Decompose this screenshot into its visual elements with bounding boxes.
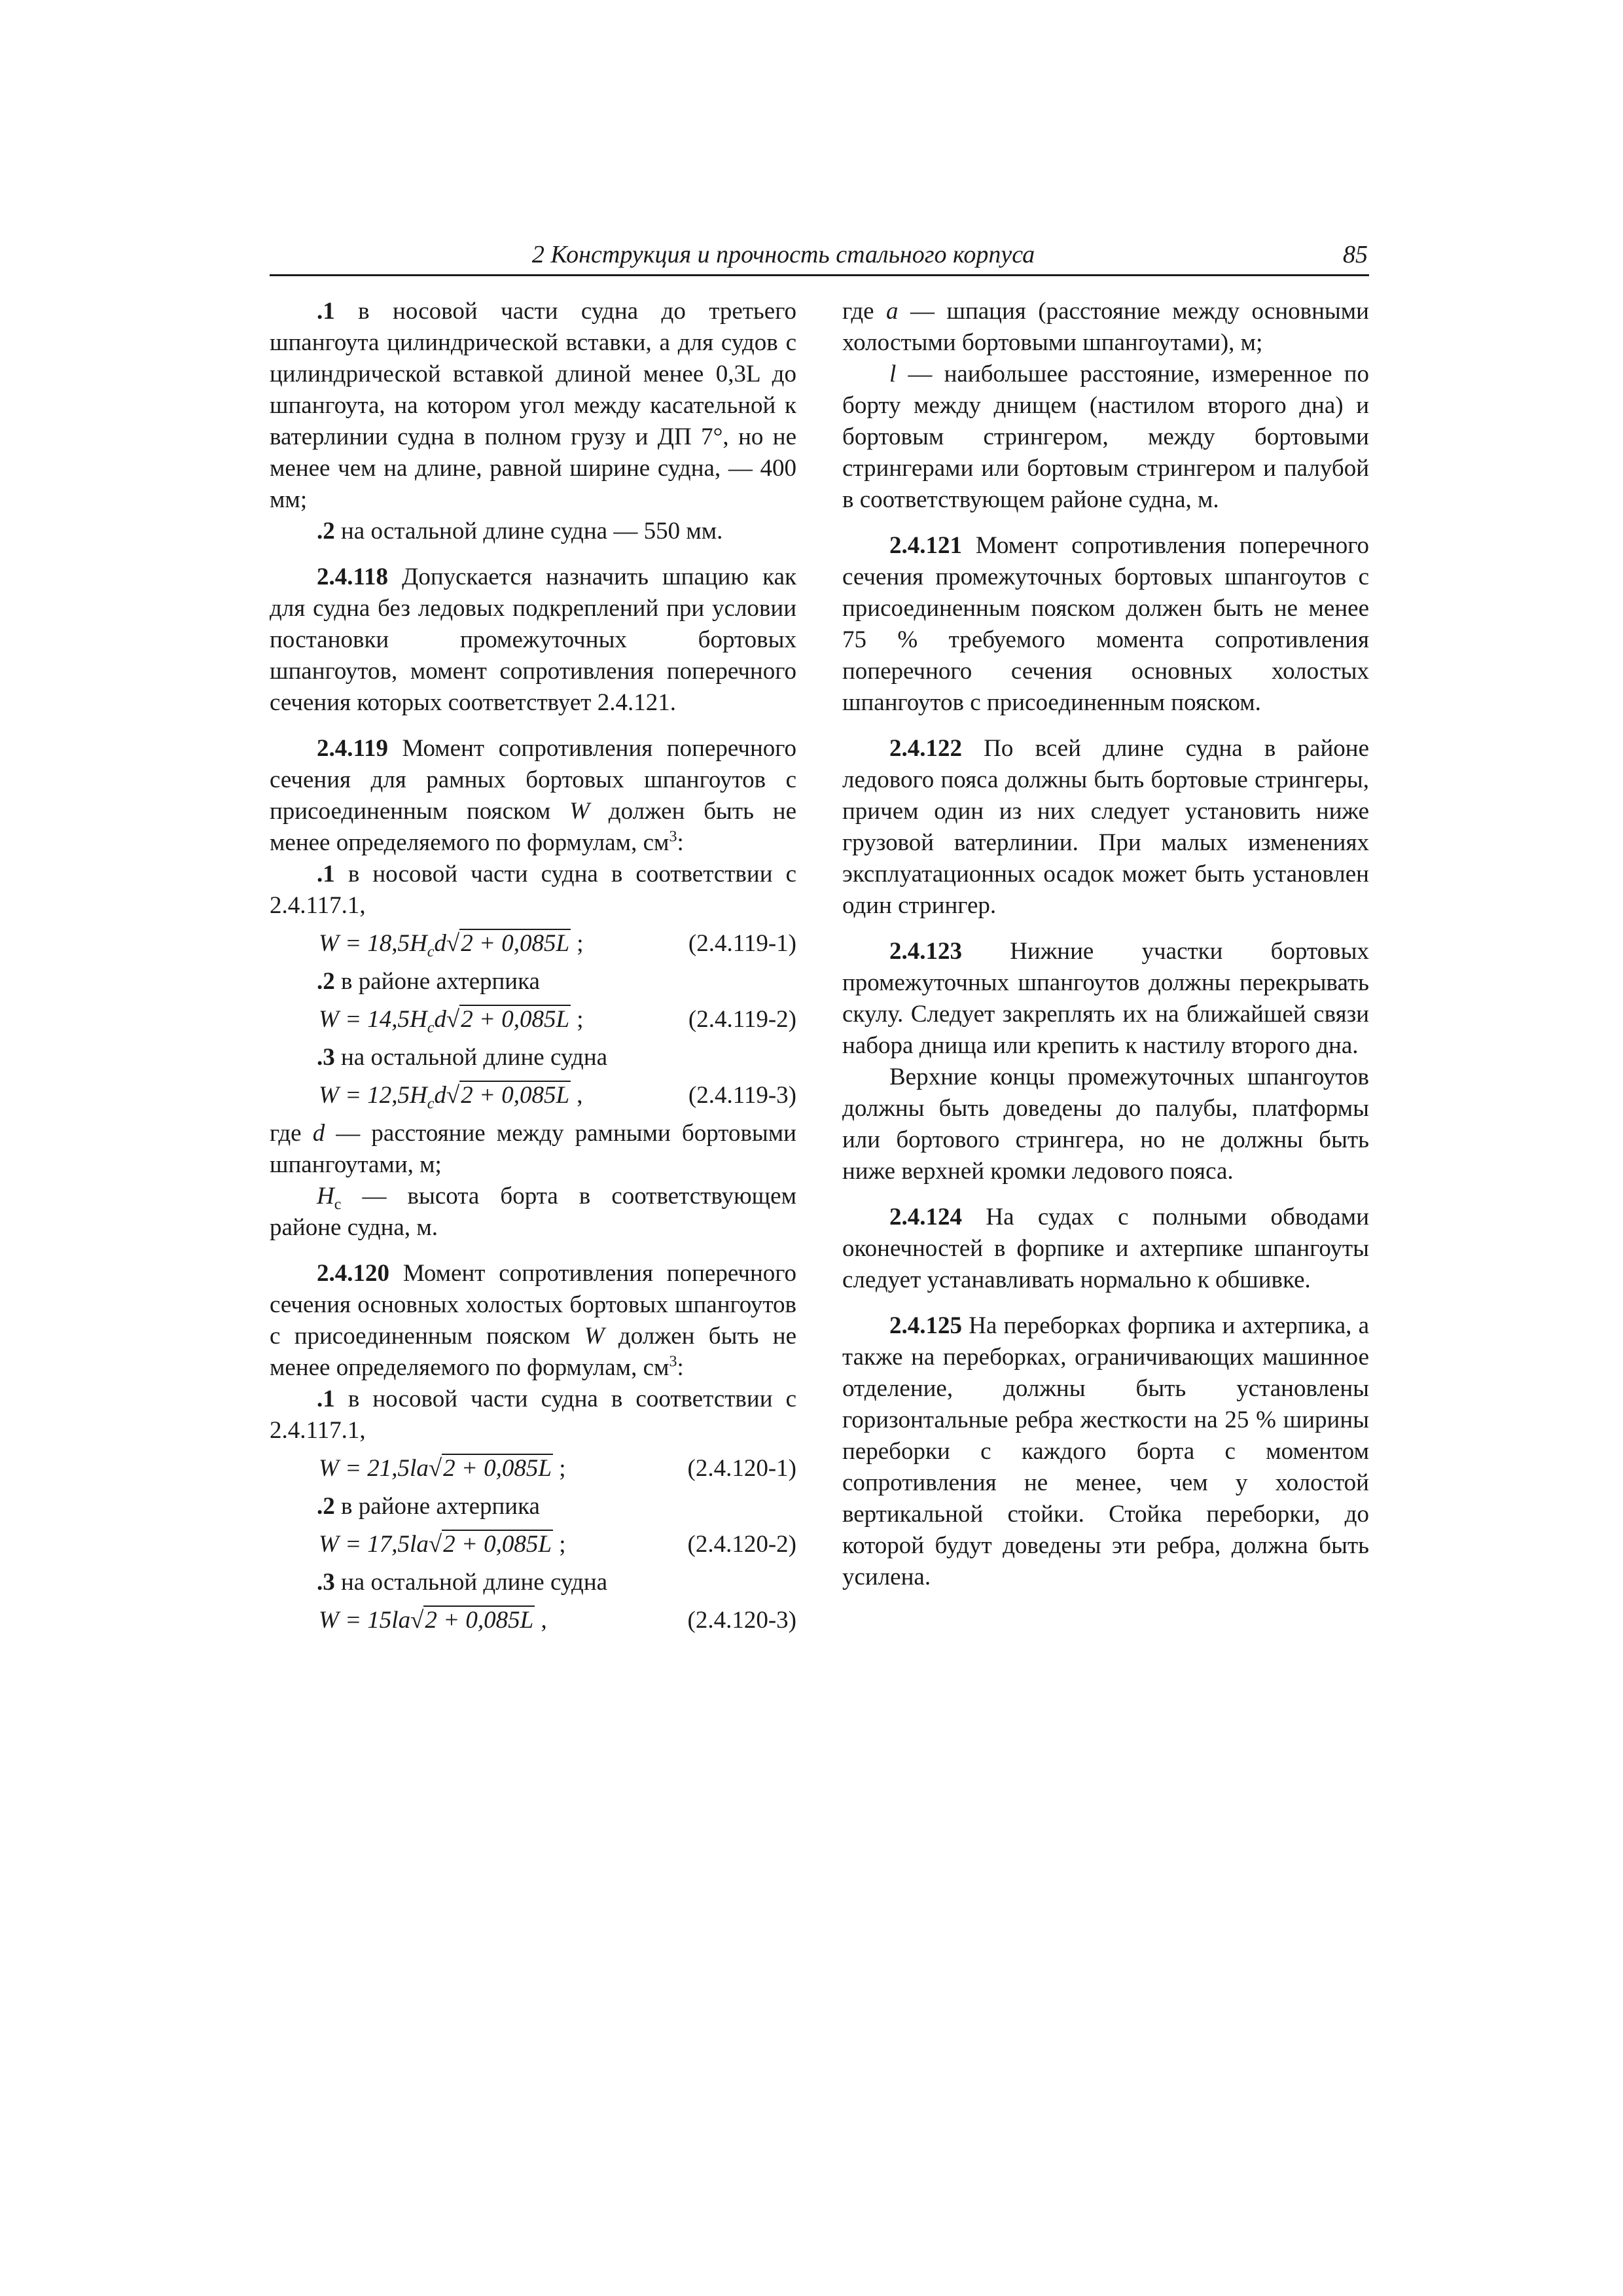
variable: a <box>886 298 899 325</box>
paragraph-item-2 <box>270 516 796 547</box>
page-number: 85 <box>1343 241 1368 268</box>
subitem-119-2 <box>270 966 796 997</box>
section-number: 2.4.125 <box>889 1312 962 1339</box>
section-2-4-124 <box>842 1202 1369 1296</box>
item-number: .3 <box>317 1044 335 1071</box>
variable: H <box>317 1183 334 1210</box>
superscript: 3 <box>669 828 677 846</box>
section-text: Момент сопротивления поперечного сечения основных холостых бортовых шпангоутов с присоединенным пояском <box>270 1260 796 1350</box>
definition-l: l — наибольшее расстояние, измеренное по борту между днищем (настилом второго дна) и бортовым стрингером, между бортовыми стрингерами или бортовым стрингером и палубой в соответствующем районе судна, м. <box>842 361 1369 513</box>
formula-expression: W = 21,5la√2 + 0,085L ; <box>319 1455 566 1482</box>
equation-number: (2.4.120-3) <box>687 1607 796 1634</box>
formula-2-4-119-2 <box>270 1003 796 1037</box>
subitem-120-2 <box>270 1491 796 1522</box>
paragraph-text: в районе ахтерпика <box>334 1493 540 1520</box>
formula-expression: W = 15la√2 + 0,085L , <box>319 1607 547 1634</box>
formula-2-4-120-3 <box>270 1604 796 1638</box>
item-number: .1 <box>317 298 335 325</box>
paragraph-text: в районе ахтерпика <box>334 968 540 995</box>
section-2-4-119 <box>270 733 796 859</box>
item-number: .1 <box>317 861 335 888</box>
item-number: .3 <box>317 1569 335 1596</box>
section-2-4-125 <box>842 1310 1369 1593</box>
subitem-119-3 <box>270 1042 796 1073</box>
section-number: 2.4.121 <box>889 532 962 559</box>
section-number: 2.4.122 <box>889 735 962 762</box>
formula-2-4-120-1 <box>270 1452 796 1486</box>
section-text: должен быть не менее определяемого по формулам, см <box>270 1323 796 1381</box>
section-text: На переборках форпика и ахтерпика, а также на переборках, ограничивающих машинное отделение, должны быть установлены горизонтальные ребра жесткости на 25 % ширины переборки с каждого борта с моментом сопротивления не менее, чем у холостой вертикальной стойки. Стойка переборки, до которой будут доведены эти ребра, должна быть усилена. <box>842 1312 1369 1590</box>
equation-number: (2.4.120-2) <box>687 1531 796 1558</box>
subitem-119-1 <box>270 859 796 922</box>
section-text: : <box>677 829 684 856</box>
section-text: Допускается назначить шпацию как для судна без ледовых подкреплений при условии постановки промежуточных бортовых шпангоутов, момент сопротивления поперечного сечения которых соответствует 2.4.121. <box>270 564 796 716</box>
paragraph-text: в носовой части судна в соответствии с 2.4.117.1, <box>270 861 796 919</box>
subitem-120-3 <box>270 1567 796 1598</box>
formula-expression: $W = 12,5H_cd√2 + 0,085L$ , <box>319 1082 583 1113</box>
definition-a: где a — шпация (расстояние между основными холостыми бортовыми шпангоутами), м; <box>842 298 1369 356</box>
equation-number: (2.4.119-3) <box>688 1082 796 1109</box>
left-column <box>270 296 796 1643</box>
section-text: должен быть не менее определяемого по формулам, см <box>270 798 796 856</box>
section-2-4-120 <box>270 1258 796 1384</box>
equation-number: (2.4.120-1) <box>687 1455 796 1482</box>
formula-expression: $W = 18,5H_cd√2 + 0,085L$ ; <box>319 930 584 961</box>
paragraph-text: в носовой части судна в соответствии с 2.4.117.1, <box>270 1386 796 1444</box>
paragraph-item-1 <box>270 296 796 516</box>
variable: W <box>584 1323 605 1350</box>
paragraph-text: в носовой части судна до третьего шпангоута цилиндрической вставки, а для судов с цилиндрической вставкой длиной менее 0,3L до шпангоута, на котором угол между касательной к ватерлинии судна в полном грузу и ДП 7°, но не менее чем на длине, равной ширине судна, — 400 мм; <box>270 298 796 513</box>
variable: d <box>312 1120 325 1147</box>
subitem-120-1 <box>270 1384 796 1446</box>
variable: l <box>889 361 897 387</box>
section-number: 2.4.120 <box>317 1260 389 1287</box>
running-header <box>270 238 1369 276</box>
item-number: .2 <box>317 1493 335 1520</box>
formula-expression: W = 17,5la√2 + 0,085L ; <box>319 1531 566 1558</box>
definition-d: где d — расстояние между рамными бортовыми шпангоутами, м; <box>270 1120 796 1178</box>
section-2-4-118 <box>270 562 796 719</box>
section-text: Нижние участки бортовых промежуточных шпангоутов должны перекрывать скулу. Следует закреплять их на ближайшей связи набора днища или крепить к настилу второго дна. <box>842 938 1369 1059</box>
item-number: .2 <box>317 968 335 995</box>
paragraph-text: на остальной длине судна — 550 мм. <box>334 518 723 545</box>
section-text: На судах с полными обводами оконечностей в форпике и ахтерпике шпангоуты следует устанавливать нормально к обшивке. <box>842 1204 1369 1293</box>
formula-expression: $W = 14,5H_cd√2 + 0,085L$ ; <box>319 1006 584 1037</box>
section-text: Момент сопротивления поперечного сечения для рамных бортовых шпангоутов с присоединенным пояском <box>270 735 796 825</box>
section-2-4-123 <box>842 936 1369 1062</box>
section-number: 2.4.124 <box>889 1204 962 1230</box>
running-title: 2 Конструкция и прочность стального корпуса <box>531 241 1035 268</box>
right-column <box>842 296 1369 1593</box>
section-2-4-121 <box>842 530 1369 719</box>
equation-number: (2.4.119-1) <box>688 930 796 957</box>
paragraph-upper-ends <box>842 1062 1369 1187</box>
superscript: 3 <box>669 1353 677 1371</box>
formula-2-4-119-1 <box>270 927 796 961</box>
formula-2-4-120-2 <box>270 1528 796 1562</box>
section-text: По всей длине судна в районе ледового пояса должны быть бортовые стрингеры, причем один из них следует установить ниже грузовой ватерлинии. При малых изменениях эксплуатационных осадок может быть установлен один стрингер. <box>842 735 1369 919</box>
section-text: : <box>677 1354 684 1381</box>
item-number: .1 <box>317 1386 335 1412</box>
formula-2-4-119-3 <box>270 1079 796 1113</box>
paragraph-text: Верхние концы промежуточных шпангоутов должны быть доведены до палубы, платформы или бортового стрингера, но не должны быть ниже верхней кромки ледового пояса. <box>842 1064 1369 1185</box>
section-number: 2.4.118 <box>317 564 388 590</box>
section-number: 2.4.119 <box>317 735 388 762</box>
definition-hc: $H_c$ — высота борта в соответствующем районе судна, м. <box>270 1183 796 1241</box>
item-number: .2 <box>317 518 335 545</box>
section-text: Момент сопротивления поперечного сечения промежуточных бортовых шпангоутов с присоединенным пояском должен быть не менее 75 % требуемого момента сопротивления поперечного сечения основных холостых шпангоутов с присоединенным пояском. <box>842 532 1369 716</box>
paragraph-text: на остальной длине судна <box>334 1044 608 1071</box>
section-number: 2.4.123 <box>889 938 962 965</box>
variable: W <box>569 798 590 825</box>
section-2-4-122 <box>842 733 1369 922</box>
paragraph-text: на остальной длине судна <box>334 1569 608 1596</box>
equation-number: (2.4.119-2) <box>688 1006 796 1033</box>
